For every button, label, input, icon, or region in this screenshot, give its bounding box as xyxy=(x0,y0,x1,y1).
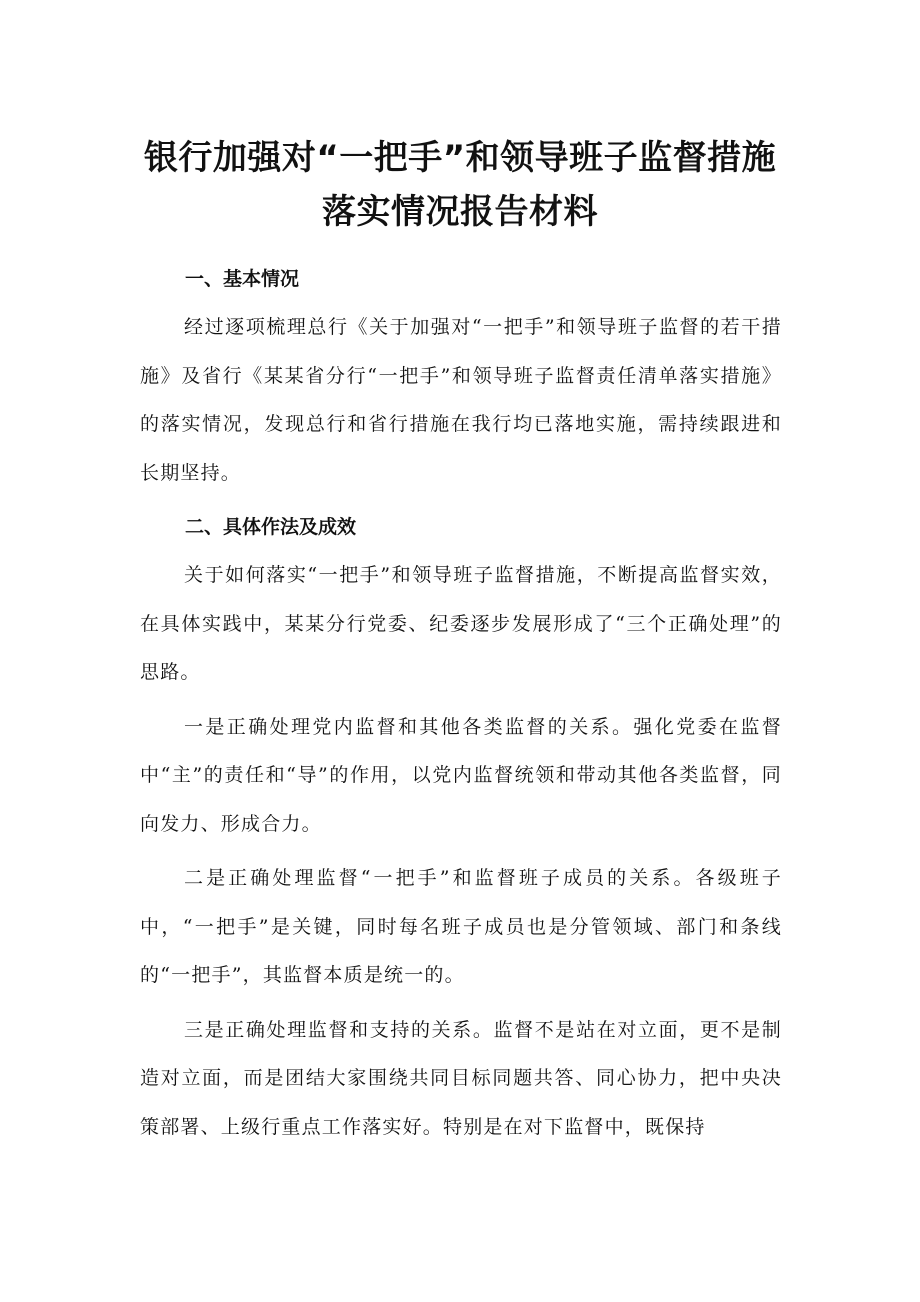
title-line-1: 银行加强对“一把手”和领导班子监督措施 xyxy=(143,137,777,178)
section-heading-practices: 二、具体作法及成效 xyxy=(185,516,357,538)
paragraph-intro: 关于如何落实“一把手”和领导班子监督措施，不断提高监督实效，在具体实践中，某某分行党委、纪委逐步发展形成了“三个正确处理”的思路。 xyxy=(140,564,782,683)
paragraph-basic-situation: 经过逐项梳理总行《关于加强对“一把手”和领导班子监督的若干措施》及省行《某某省分行“一把手”和领导班子监督责任清单落实措施》的落实情况，发现总行和省行措施在我行均已落地实施，需持续跟进和长期坚持。 xyxy=(140,316,782,484)
title-line-2: 落实情况报告材料 xyxy=(322,191,598,232)
document-title xyxy=(130,131,790,239)
paragraph-point-three: 三是正确处理监督和支持的关系。监督不是站在对立面，更不是制造对立面，而是团结大家围绕共同目标同题共答、同心协力，把中央决策部署、上级行重点工作落实好。特别是在对下监督中，既保持 xyxy=(140,1018,782,1138)
paragraph-point-one: 一是正确处理党内监督和其他各类监督的关系。强化党委在监督中“主”的责任和“导”的作用，以党内监督统领和带动其他各类监督，同向发力、形成合力。 xyxy=(140,715,782,835)
paragraph-point-two: 二是正确处理监督“一把手”和监督班子成员的关系。各级班子中，“一把手”是关键，同时每名班子成员也是分管领域、部门和条线的“一把手”，其监督本质是统一的。 xyxy=(140,867,782,986)
section-heading-basic: 一、基本情况 xyxy=(185,268,300,290)
document-body xyxy=(140,255,782,1151)
